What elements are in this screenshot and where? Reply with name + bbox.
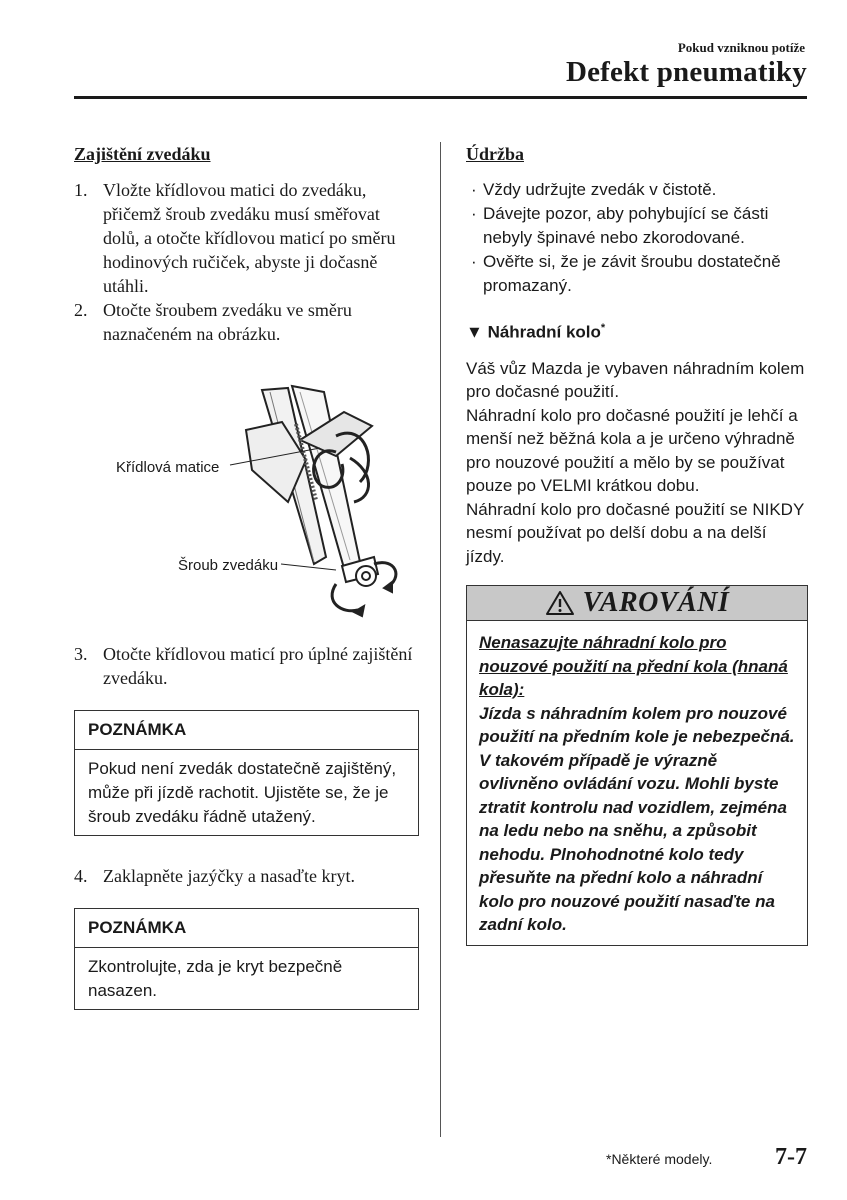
note-box xyxy=(74,710,419,836)
step-4 xyxy=(74,864,419,888)
page-number: 7-7 xyxy=(775,1144,807,1170)
right-column xyxy=(466,142,808,946)
warning-body xyxy=(467,621,807,945)
note-box xyxy=(74,908,419,1010)
note-text: Zkontrolujte, zda je kryt bezpečně nasazen. xyxy=(88,957,343,1000)
list-item xyxy=(466,202,808,250)
triangle-down-icon: ▼ xyxy=(466,322,483,342)
maintenance-list xyxy=(466,178,808,298)
list-item-text: Vždy udržujte zvedák v čistotě. xyxy=(483,180,717,199)
note-heading: POZNÁMKA xyxy=(75,711,418,750)
step-2 xyxy=(74,298,419,346)
footnote: *Některé modely. xyxy=(606,1151,713,1167)
warning-header xyxy=(467,586,807,621)
jack-securing-heading: Zajištění zvedáku xyxy=(74,144,211,164)
step-3 xyxy=(74,642,419,690)
section-label: Pokud vzniknou potíže xyxy=(677,40,805,55)
jack-steps xyxy=(74,178,419,346)
step-text: Otočte šroubem zvedáku ve směru naznačeném na obrázku. xyxy=(103,300,352,344)
step-1 xyxy=(74,178,419,298)
spare-wheel-text: Váš vůz Mazda je vybaven náhradním kolem pro dočasné použití. Náhradní kolo pro dočasné použití je lehčí a menší než běžná kola a je určeno výhradně pro nouzové použití a mělo by se používat pouze po VELMI krátkou dobu. Náhradní kolo pro dočasné použití se NIKDY nesmí používat po delší dobu a na delší jízdy. xyxy=(466,358,805,566)
maintenance-heading: Údržba xyxy=(466,144,524,164)
warning-title: VAROVÁNÍ xyxy=(582,587,730,619)
note-heading: POZNÁMKA xyxy=(75,909,418,948)
step-text: Otočte křídlovou maticí pro úplné zajištění zvedáku. xyxy=(103,644,413,688)
bullet-icon: · xyxy=(471,180,477,199)
jack-drawing xyxy=(74,352,419,642)
note-text: Pokud není zvedák dostatečně zajištěný, může při jízdě rachotit. Ujistěte se, že je šroub zvedáku řádně utažený. xyxy=(88,759,397,826)
spare-wheel-heading xyxy=(466,316,808,345)
step-number: 2. xyxy=(74,300,88,320)
page-title: Defekt pneumatiky xyxy=(565,56,807,88)
jack-illustration xyxy=(74,352,419,642)
list-item-text: Dávejte pozor, aby pohybující se části nebyly špinavé nebo zkorodované. xyxy=(483,204,769,247)
wing-nut-label: Křídlová matice xyxy=(116,459,220,476)
jack-steps-cont xyxy=(74,642,419,690)
spare-wheel-title: Náhradní kolo xyxy=(487,322,601,342)
step-number: 4. xyxy=(74,866,88,886)
column-divider xyxy=(440,142,441,1137)
list-item xyxy=(466,178,808,202)
warning-lead: Nenasazujte náhradní kolo pro nouzové použití na přední kola (hnaná kola): xyxy=(479,633,788,700)
left-column xyxy=(74,142,419,1010)
jack-bolt-label: Šroub zvedáku xyxy=(178,557,279,574)
warning-text: Jízda s náhradním kolem pro nouzové použití na předním kole je nebezpečná. V takovém případě je výrazně ovlivněno ovládání vozu. Mohli byste ztratit kontrolu nad vozidlem, zejména na ledu nebo na sněhu, a způsobit nehodu. Plnohodnotné kolo tedy přesuňte na přední kolo a náhradní kolo pro nouzové použití nasaďte na zadní kolo. xyxy=(479,703,795,935)
warning-box xyxy=(466,585,808,946)
header-rule xyxy=(74,96,807,99)
step-number: 3. xyxy=(74,644,88,664)
list-item xyxy=(466,250,808,298)
jack-steps-final xyxy=(74,864,419,888)
step-text: Zaklapněte jazýčky a nasaďte kryt. xyxy=(103,866,356,886)
footnote-marker: * xyxy=(600,322,606,334)
warning-triangle-icon xyxy=(545,590,575,616)
bullet-icon: · xyxy=(471,204,477,223)
step-number: 1. xyxy=(74,180,88,200)
list-item-text: Ověřte si, že je závit šroubu dostatečně promazaný. xyxy=(483,252,781,295)
step-text: Vložte křídlovou matici do zvedáku, přičemž šroub zvedáku musí směřovat dolů, a otočte křídlovou maticí po směru hodinových ručiček, abyste ji dočasně utáhli. xyxy=(103,180,396,296)
bullet-icon: · xyxy=(471,252,477,271)
